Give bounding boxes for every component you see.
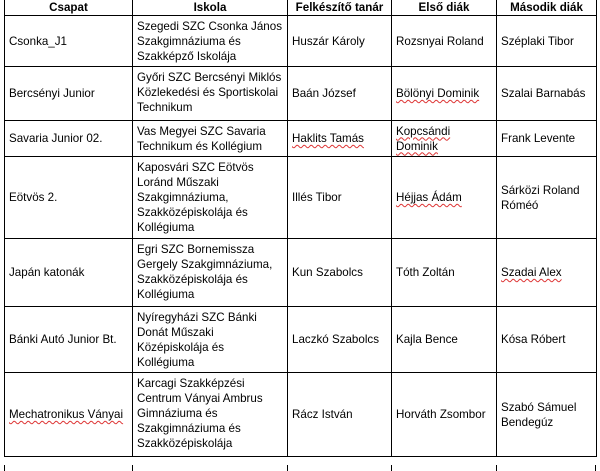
cell-school: Győri SZC Bercsényi Miklós Közlekedési és Sportiskolai Technikum bbox=[133, 67, 288, 121]
header-team: Csapat bbox=[5, 0, 133, 16]
cell-student1: Horváth Zsombor bbox=[392, 373, 497, 457]
cell-teacher: Illés Tibor bbox=[288, 157, 392, 239]
cell-teacher: Baán József bbox=[288, 67, 392, 121]
table-row bbox=[5, 307, 597, 373]
table-row bbox=[5, 373, 597, 457]
cell-teacher: Rácz István bbox=[288, 373, 392, 457]
table-continuation bbox=[4, 465, 596, 471]
cell-student2: Frank Levente bbox=[497, 121, 597, 157]
cell-student2: Sárközi Roland Róméó bbox=[497, 157, 597, 239]
cell-student1: Héjjas Ádám bbox=[392, 157, 497, 239]
cell-school: Egri SZC Bornemissza Gergely Szakgimnáziuma, Szakközépiskolája és Kollégiuma bbox=[133, 239, 288, 307]
header-student1: Első diák bbox=[392, 0, 497, 16]
cell-team: Bánki Autó Junior Bt. bbox=[5, 307, 133, 373]
table-row bbox=[5, 67, 597, 121]
header-teacher: Felkészítő tanár bbox=[288, 0, 392, 16]
cell-team: Japán katonák bbox=[5, 239, 133, 307]
cell-student1: Tóth Zoltán bbox=[392, 239, 497, 307]
cell-student2: Szalai Barnabás bbox=[497, 67, 597, 121]
header-student2: Második diák bbox=[497, 0, 597, 16]
cell-student2: Széplaki Tibor bbox=[497, 16, 597, 67]
cell-team: Csonka_J1 bbox=[5, 16, 133, 67]
cell-student1: Kopcsándi Dominik bbox=[392, 121, 497, 157]
table-row bbox=[5, 157, 597, 239]
table-row bbox=[5, 16, 597, 67]
cell-teacher: Laczkó Szabolcs bbox=[288, 307, 392, 373]
cell-student2: Szadai Alex bbox=[497, 239, 597, 307]
teams-table bbox=[4, 0, 597, 457]
cell-team: Mechatronikus Ványai bbox=[5, 373, 133, 457]
cell-teacher: Huszár Károly bbox=[288, 16, 392, 67]
cell-school: Nyíregyházi SZC Bánki Donát Műszaki Középiskolája és Kollégiuma bbox=[133, 307, 288, 373]
cell-student2: Kósa Róbert bbox=[497, 307, 597, 373]
header-row bbox=[5, 0, 597, 16]
header-school: Iskola bbox=[133, 0, 288, 16]
cell-school: Kaposvári SZC Eötvös Loránd Műszaki Szakgimnáziuma, Szakközépiskolája és Kollégiuma bbox=[133, 157, 288, 239]
table-row bbox=[5, 239, 597, 307]
cell-school: Vas Megyei SZC Savaria Technikum és Kollégium bbox=[133, 121, 288, 157]
cell-student1: Kajla Bence bbox=[392, 307, 497, 373]
cell-student1: Rozsnyai Roland bbox=[392, 16, 497, 67]
cell-team: Bercsényi Junior bbox=[5, 67, 133, 121]
table-row bbox=[5, 121, 597, 157]
cell-student2: Szabó Sámuel Bendegúz bbox=[497, 373, 597, 457]
cell-teacher: Kun Szabolcs bbox=[288, 239, 392, 307]
cell-school: Karcagi Szakképzési Centrum Ványai Ambrus Gimnáziuma és Szakgimnáziuma és Szakközépiskolája bbox=[133, 373, 288, 457]
cell-team: Eötvös 2. bbox=[5, 157, 133, 239]
cell-student1: Bölönyi Dominik bbox=[392, 67, 497, 121]
cell-school: Szegedi SZC Csonka János Szakgimnáziuma és Szakképző Iskolája bbox=[133, 16, 288, 67]
cell-teacher: Haklits Tamás bbox=[288, 121, 392, 157]
cell-team: Savaria Junior 02. bbox=[5, 121, 133, 157]
